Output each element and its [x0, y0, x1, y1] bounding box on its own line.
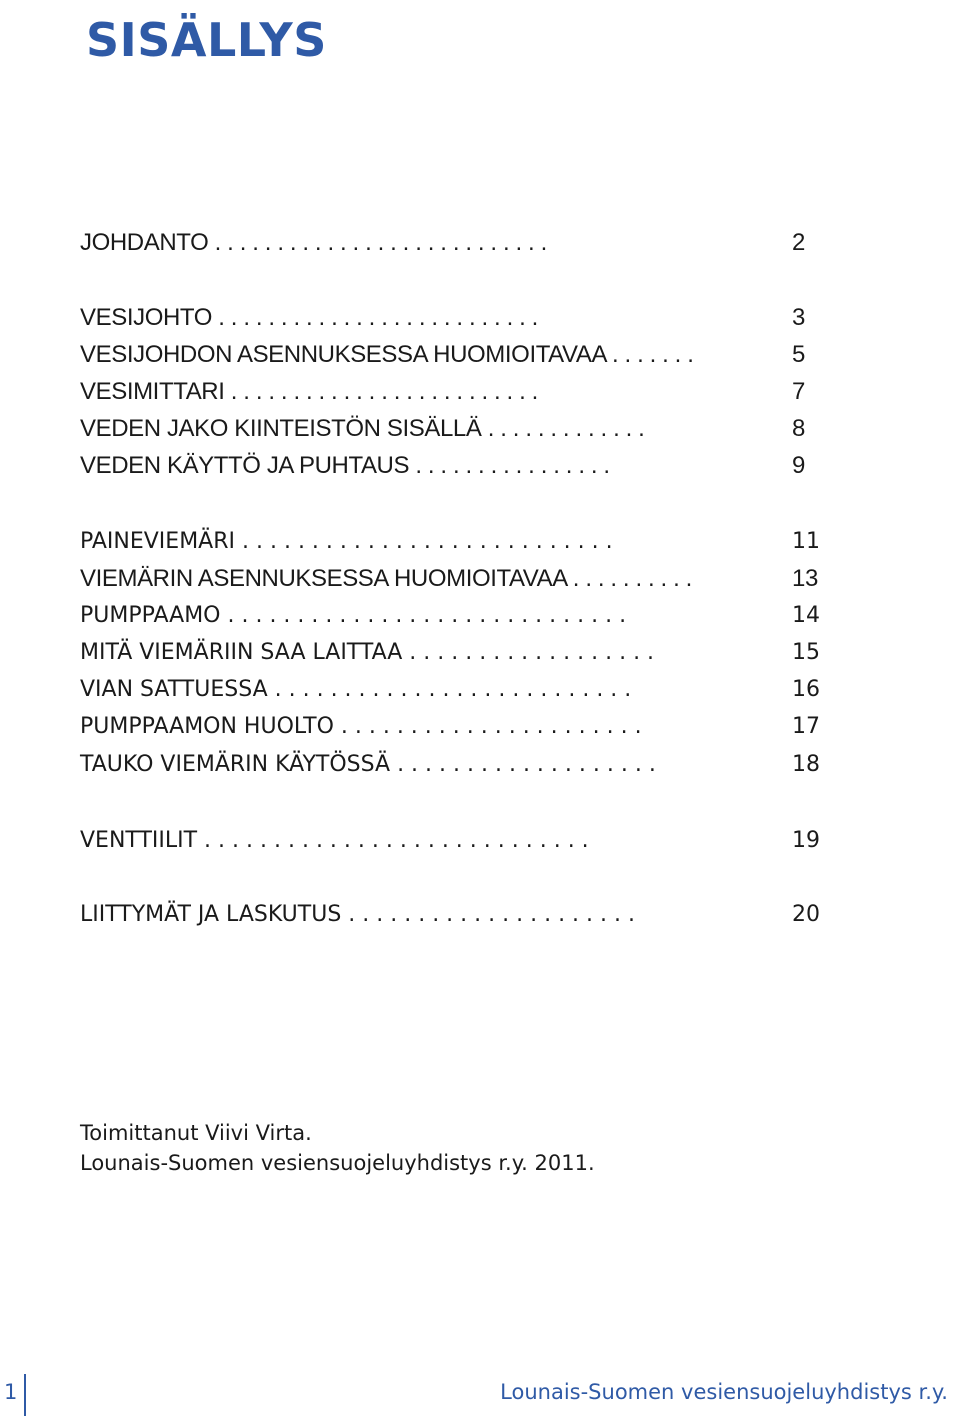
- toc-entry-label: MITÄ VIEMÄRIIN SAA LAITTAA . . . . . . . . . . . . . . . . . .: [80, 640, 655, 665]
- toc-entry-page: 15: [792, 640, 820, 665]
- toc-entry-page: 19: [792, 828, 820, 853]
- toc-entry-page: 9: [792, 452, 805, 479]
- toc-entry-page: 13: [792, 565, 818, 592]
- toc-entry-pumppaamon-huolto[interactable]: [80, 710, 840, 744]
- toc-entry-page: 7: [792, 378, 805, 405]
- toc-entry-liittymat[interactable]: [80, 898, 840, 932]
- toc-entry-venttiilit[interactable]: [80, 824, 840, 858]
- toc-entry-label: VESIJOHTO . . . . . . . . . . . . . . . . . . . . . . . . . .: [80, 304, 538, 331]
- toc-entry-paineviemari[interactable]: [80, 525, 840, 559]
- toc-entry-vesijohto[interactable]: [80, 301, 840, 335]
- toc-entry-page: 16: [792, 677, 820, 702]
- toc-entry-label: VEDEN JAKO KIINTEISTÖN SISÄLLÄ . . . . . . . . . . . . .: [80, 415, 645, 442]
- credits-editor: Toimittanut Viivi Virta.: [80, 1121, 312, 1145]
- toc-entry-label: PUMPPAAMON HUOLTO . . . . . . . . . . . . . . . . . . . . . .: [80, 714, 642, 739]
- toc-entry-page: 20: [792, 902, 820, 927]
- footer-divider: [24, 1374, 26, 1416]
- toc-entry-page: 8: [792, 415, 805, 442]
- footer-page-number: 1: [4, 1380, 18, 1404]
- toc-entry-label: JOHDANTO . . . . . . . . . . . . . . . . . . . . . . . . . . .: [80, 229, 547, 256]
- toc-entry-veden-kaytto[interactable]: [80, 449, 840, 483]
- toc-entry-page: 2: [792, 229, 805, 256]
- toc-entry-vian-sattuessa[interactable]: [80, 673, 840, 707]
- toc-entry-viemarin-asennus[interactable]: [80, 562, 840, 596]
- toc-entry-vesijohdon-asennus[interactable]: [80, 338, 840, 372]
- toc-entry-page: 11: [792, 529, 820, 554]
- toc-entry-johdanto[interactable]: [80, 226, 840, 260]
- toc-entry-label: VENTTIILIT . . . . . . . . . . . . . . . . . . . . . . . . . . . .: [80, 828, 589, 853]
- toc-entry-vesimittari[interactable]: [80, 375, 840, 409]
- toc-entry-label: VIEMÄRIN ASENNUKSESSA HUOMIOITAVAA . . . . . . . . . .: [80, 565, 692, 592]
- toc-entry-label: VIAN SATTUESSA . . . . . . . . . . . . . . . . . . . . . . . . . .: [80, 677, 632, 702]
- credits-publisher: Lounais-Suomen vesiensuojeluyhdistys r.y. 2011.: [80, 1151, 595, 1175]
- toc-entry-page: 17: [792, 714, 820, 739]
- toc-entry-page: 18: [792, 752, 820, 777]
- toc-entry-label: LIITTYMÄT JA LASKUTUS . . . . . . . . . . . . . . . . . . . . .: [80, 902, 635, 927]
- toc-entry-mita-viemariin[interactable]: [80, 636, 840, 670]
- toc-entry-label: PUMPPAAMO . . . . . . . . . . . . . . . . . . . . . . . . . . . . .: [80, 603, 627, 628]
- toc-entry-page: 14: [792, 603, 820, 628]
- toc-entry-label: PAINEVIEMÄRI . . . . . . . . . . . . . . . . . . . . . . . . . . .: [80, 529, 613, 554]
- toc-entry-label: VESIMITTARI . . . . . . . . . . . . . . . . . . . . . . . . .: [80, 378, 538, 405]
- toc-entry-pumppaamo[interactable]: [80, 599, 840, 633]
- page-title: SISÄLLYS: [86, 13, 327, 67]
- toc-entry-page: 3: [792, 304, 805, 331]
- toc-entry-label: VEDEN KÄYTTÖ JA PUHTAUS . . . . . . . . . . . . . . . .: [80, 452, 610, 479]
- credits: [80, 1118, 595, 1178]
- toc-entry-page: 5: [792, 341, 805, 368]
- toc-entry-label: VESIJOHDON ASENNUKSESSA HUOMIOITAVAA . . . . . . .: [80, 341, 694, 368]
- footer-organization: Lounais-Suomen vesiensuojeluyhdistys r.y.: [500, 1380, 948, 1404]
- toc-entry-veden-jako[interactable]: [80, 412, 840, 446]
- toc-entry-tauko[interactable]: [80, 748, 840, 782]
- toc-entry-label: TAUKO VIEMÄRIN KÄYTÖSSÄ . . . . . . . . . . . . . . . . . . .: [80, 752, 656, 777]
